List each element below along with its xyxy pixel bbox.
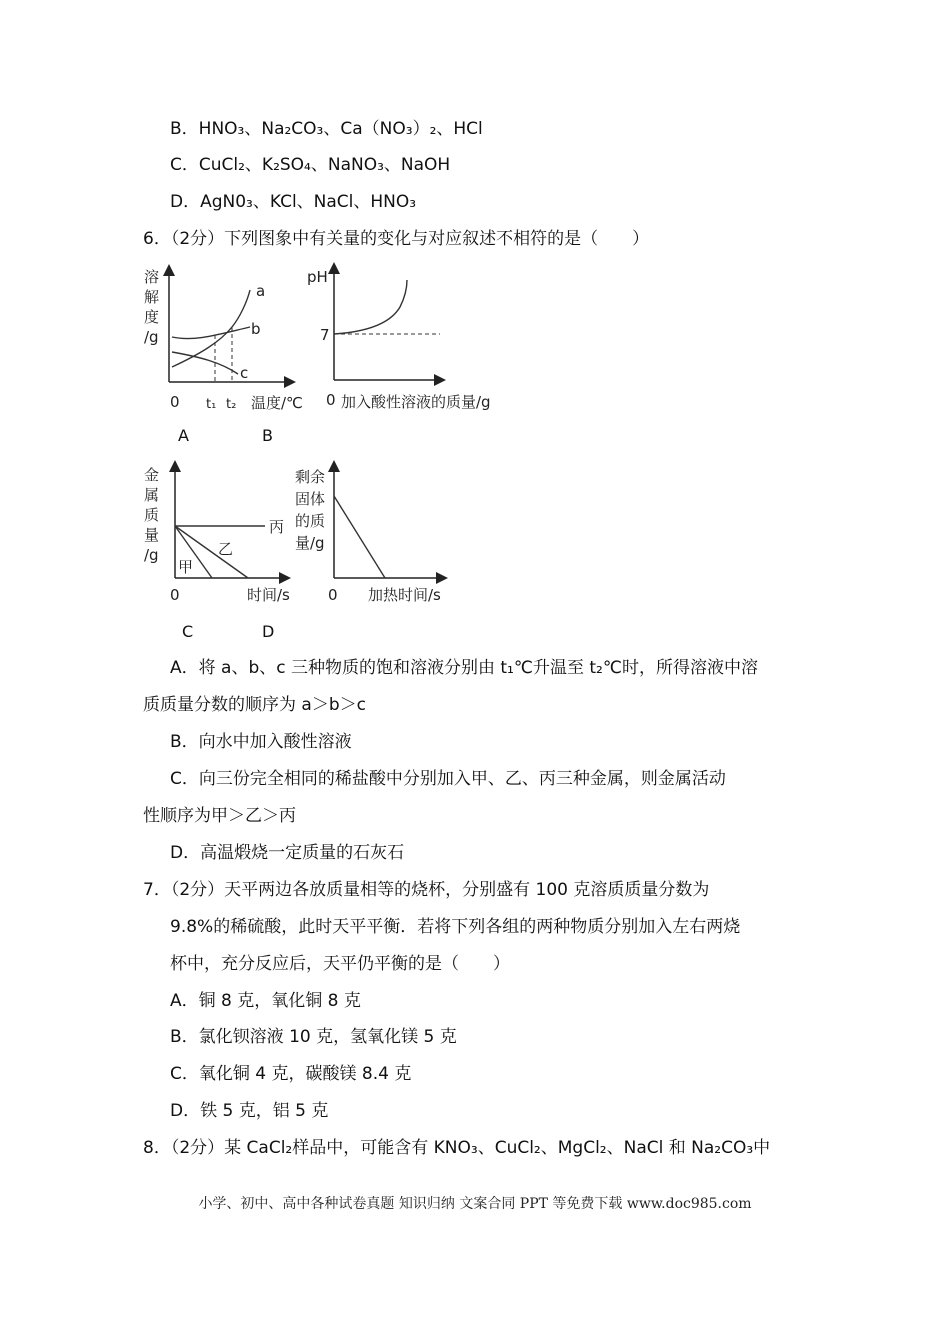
q7-option-c: C．氧化铜 4 克，碳酸镁 8.4 克 <box>170 1064 412 1084</box>
figD-line <box>334 496 385 578</box>
figD-xlabel: 加热时间/s <box>368 586 441 604</box>
q7-option-b: B．氯化钡溶液 10 克，氢氧化镁 5 克 <box>170 1027 457 1047</box>
figA-ylabel-4: /g <box>144 328 159 346</box>
figC-label-yi: 乙 <box>218 540 234 558</box>
question-7-stem-2: 9.8%的稀硫酸，此时天平平衡．若将下列各组的两种物质分别加入左右两烧 <box>170 917 741 937</box>
figA-label-a: a <box>256 282 266 300</box>
figA-curve-a <box>172 290 250 367</box>
option-b-prev: B．HNO₃、Na₂CO₃、Ca（NO₃）₂、HCl <box>170 119 483 139</box>
figA-label-b: b <box>251 320 261 338</box>
figD-ylabel-2: 固体 <box>295 490 326 508</box>
question-8-stem-1: 8．（2分）某 CaCl₂样品中，可能含有 KNO₃、CuCl₂、MgCl₂、NaCl 和 Na₂CO₃中 <box>143 1138 771 1158</box>
q6-option-b: B．向水中加入酸性溶液 <box>170 732 352 752</box>
figC-ylabel-5: /g <box>144 546 159 564</box>
figC-label-jia: 甲 <box>178 558 194 576</box>
figure-label-a: A <box>178 426 189 445</box>
question-7-stem-3: 杯中，充分反应后，天平仍平衡的是（ ） <box>170 954 510 974</box>
figA-ylabel-2: 解 <box>144 288 160 306</box>
figA-t1: t₁ <box>206 397 217 412</box>
q6-option-a-line2: 质质量分数的顺序为 a＞b＞c <box>143 695 366 715</box>
q6-option-a-line1: A．将 a、b、c 三种物质的饱和溶液分别由 t₁℃升温至 t₂℃时，所得溶液中溶 <box>170 658 758 678</box>
figD-origin: 0 <box>328 586 338 604</box>
figA-t2: t₂ <box>226 397 237 412</box>
figure-label-b: B <box>262 426 273 445</box>
figC-ylabel-1: 金 <box>144 466 160 484</box>
figA-ylabel-1: 溶 <box>144 268 160 286</box>
figD-ylabel-1: 剩余 <box>295 468 326 486</box>
option-d-prev: D．AgN0₃、KCl、NaCl、HNO₃ <box>170 192 417 212</box>
figB-curve <box>334 280 407 334</box>
figC-label-bing: 丙 <box>269 518 285 536</box>
figC-origin: 0 <box>170 586 180 604</box>
option-c-prev: C．CuCl₂、K₂SO₄、NaNO₃、NaOH <box>170 155 451 175</box>
figB-origin: 0 <box>326 391 336 409</box>
question-6-stem: 6．（2分）下列图象中有关量的变化与对应叙述不相符的是（ ） <box>143 229 650 249</box>
figD-ylabel-3: 的质 <box>295 512 326 530</box>
figure-a-solubility <box>140 262 310 426</box>
figA-curve-b <box>172 327 250 339</box>
figA-xlabel: 温度/℃ <box>251 394 303 412</box>
figB-ref-7: 7 <box>320 326 330 344</box>
figA-origin: 0 <box>170 393 180 411</box>
figure-label-d: D <box>262 622 275 641</box>
figD-ylabel-4: 量/g <box>295 534 325 552</box>
q6-option-c-line2: 性顺序为甲＞乙＞丙 <box>143 806 296 826</box>
figB-xlabel: 加入酸性溶液的质量/g <box>341 393 491 411</box>
figA-ylabel-3: 度 <box>144 308 160 326</box>
figC-ylabel-4: 量 <box>144 526 160 544</box>
q6-option-d: D．高温煅烧一定质量的石灰石 <box>170 843 405 863</box>
figC-xlabel: 时间/s <box>247 586 290 604</box>
figure-c-metal <box>140 460 310 614</box>
question-7-stem-1: 7．（2分）天平两边各放质量相等的烧杯，分别盛有 100 克溶质质量分数为 <box>143 880 710 900</box>
figC-ylabel-2: 属 <box>144 486 160 504</box>
figure-label-c: C <box>182 622 194 641</box>
figure-b-ph <box>305 262 515 426</box>
q7-option-a: A．铜 8 克，氧化铜 8 克 <box>170 991 361 1011</box>
figA-label-c: c <box>240 364 249 382</box>
figB-ylabel: pH <box>307 268 328 286</box>
figC-ylabel-3: 质 <box>144 506 160 524</box>
q7-option-d: D．铁 5 克，铝 5 克 <box>170 1101 329 1121</box>
page-footer: 小学、初中、高中各种试卷真题 知识归纳 文案合同 PPT 等免费下载 www.doc985.com <box>198 1196 752 1212</box>
q6-option-c-line1: C．向三份完全相同的稀盐酸中分别加入甲、乙、丙三种金属，则金属活动 <box>170 769 726 789</box>
figure-d-residual <box>292 460 462 614</box>
